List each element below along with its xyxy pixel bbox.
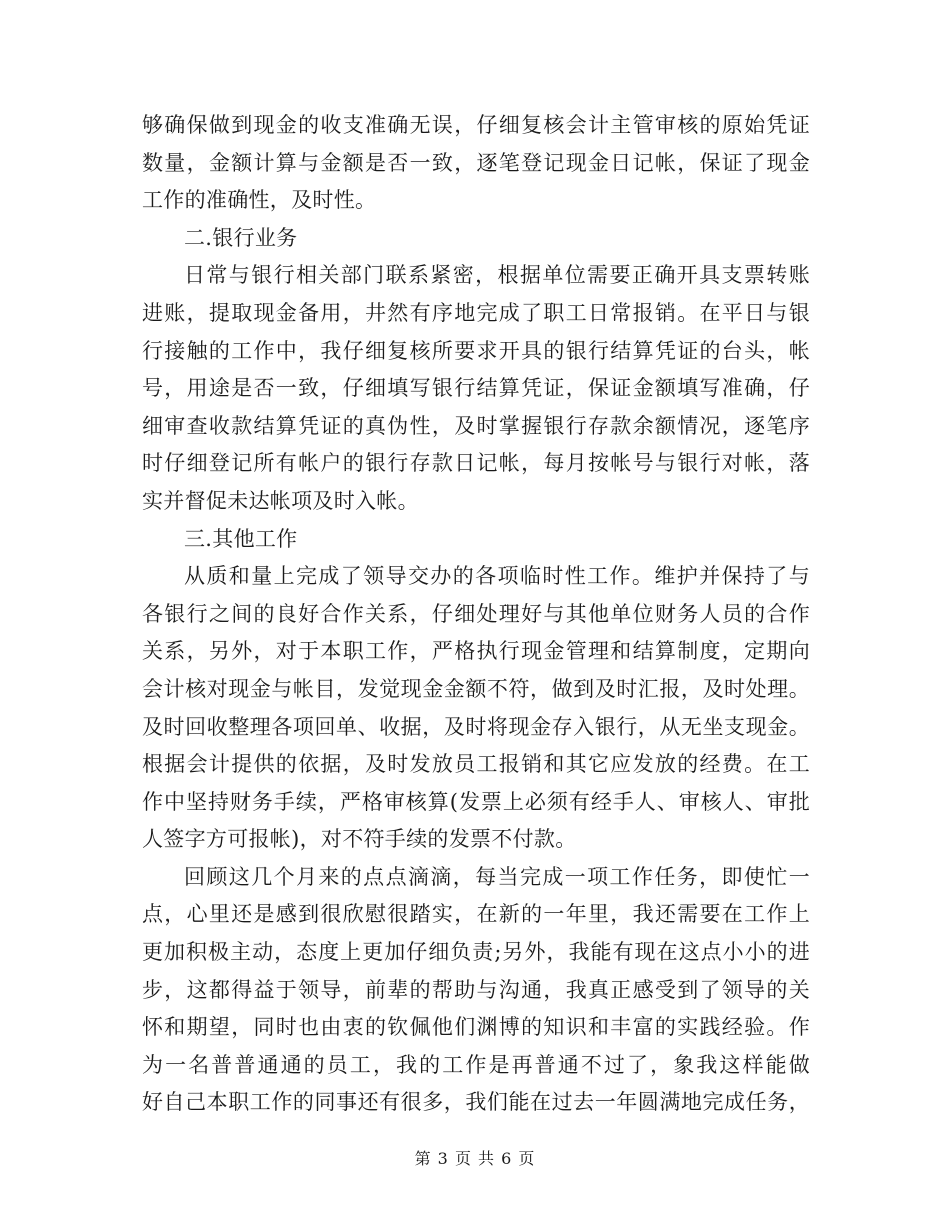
text-line: 为一名普普通通的员工，我的工作是再普通不过了，象我这样能做 xyxy=(142,1052,810,1077)
text-line: 点，心里还是感到很欣慰很踏实，在新的一年里，我还需要在工作上 xyxy=(142,902,810,927)
text-line: 步，这都得益于领导，前辈的帮助与沟通，我真正感受到了领导的关 xyxy=(142,977,810,1002)
text-line: 日常与银行相关部门联系紧密，根据单位需要正确开具支票转账 xyxy=(184,263,810,288)
text-line: 好自己本职工作的同事还有很多，我们能在过去一年圆满地完成任务， xyxy=(142,1090,810,1115)
text-line: 进账，提取现金备用，井然有序地完成了职工日常报销。在平日与银 xyxy=(142,300,810,325)
text-line: 各银行之间的良好合作关系，仔细处理好与其他单位财务人员的合作 xyxy=(142,601,810,626)
text-line: 人签字方可报帐)，对不符手续的发票不付款。 xyxy=(142,827,577,852)
text-line: 根据会计提供的依据，及时发放员工报销和其它应发放的经费。在工 xyxy=(142,752,810,777)
text-line: 会计核对现金与帐目，发觉现金金额不符，做到及时汇报，及时处理。 xyxy=(142,676,810,701)
text-line: 够确保做到现金的收支准确无误，仔细复核会计主管审核的原始凭证 xyxy=(142,113,810,137)
text-line: 更加积极主动，态度上更加仔细负责;另外，我能有现在这点小小的进 xyxy=(142,940,810,965)
text-line: 数量，金额计算与金额是否一致，逐笔登记现金日记帐，保证了现金 xyxy=(142,150,810,175)
text-line: 及时回收整理各项回单、收据，及时将现金存入银行，从无坐支现金。 xyxy=(142,714,810,739)
section-heading: 三.其他工作 xyxy=(184,526,298,551)
text-line: 关系，另外，对于本职工作，严格执行现金管理和结算制度，定期向 xyxy=(142,639,810,664)
page-footer: 第 3 页 共 6 页 xyxy=(414,1149,536,1168)
document-body xyxy=(142,107,810,1122)
text-line: 行接触的工作中，我仔细复核所要求开具的银行结算凭证的台头，帐 xyxy=(142,338,810,363)
text-line: 作中坚持财务手续，严格审核算(发票上必须有经手人、审核人、审批 xyxy=(142,789,810,814)
text-line: 工作的准确性，及时性。 xyxy=(142,188,377,213)
section-heading: 二.银行业务 xyxy=(184,225,298,250)
text-line: 怀和期望，同时也由衷的钦佩他们渊博的知识和丰富的实践经验。作 xyxy=(142,1015,810,1040)
text-line: 实并督促未达帐项及时入帐。 xyxy=(142,488,419,513)
text-line: 时仔细登记所有帐户的银行存款日记帐，每月按帐号与银行对帐，落 xyxy=(142,451,810,476)
text-line: 从质和量上完成了领导交办的各项临时性工作。维护并保持了与 xyxy=(184,564,810,589)
text-line: 细审查收款结算凭证的真伪性，及时掌握银行存款余额情况，逐笔序 xyxy=(142,413,810,438)
text-line: 回顾这几个月来的点点滴滴，每当完成一项工作任务，即使忙一 xyxy=(184,864,810,889)
text-line: 号，用途是否一致，仔细填写银行结算凭证，保证金额填写准确，仔 xyxy=(142,376,810,401)
